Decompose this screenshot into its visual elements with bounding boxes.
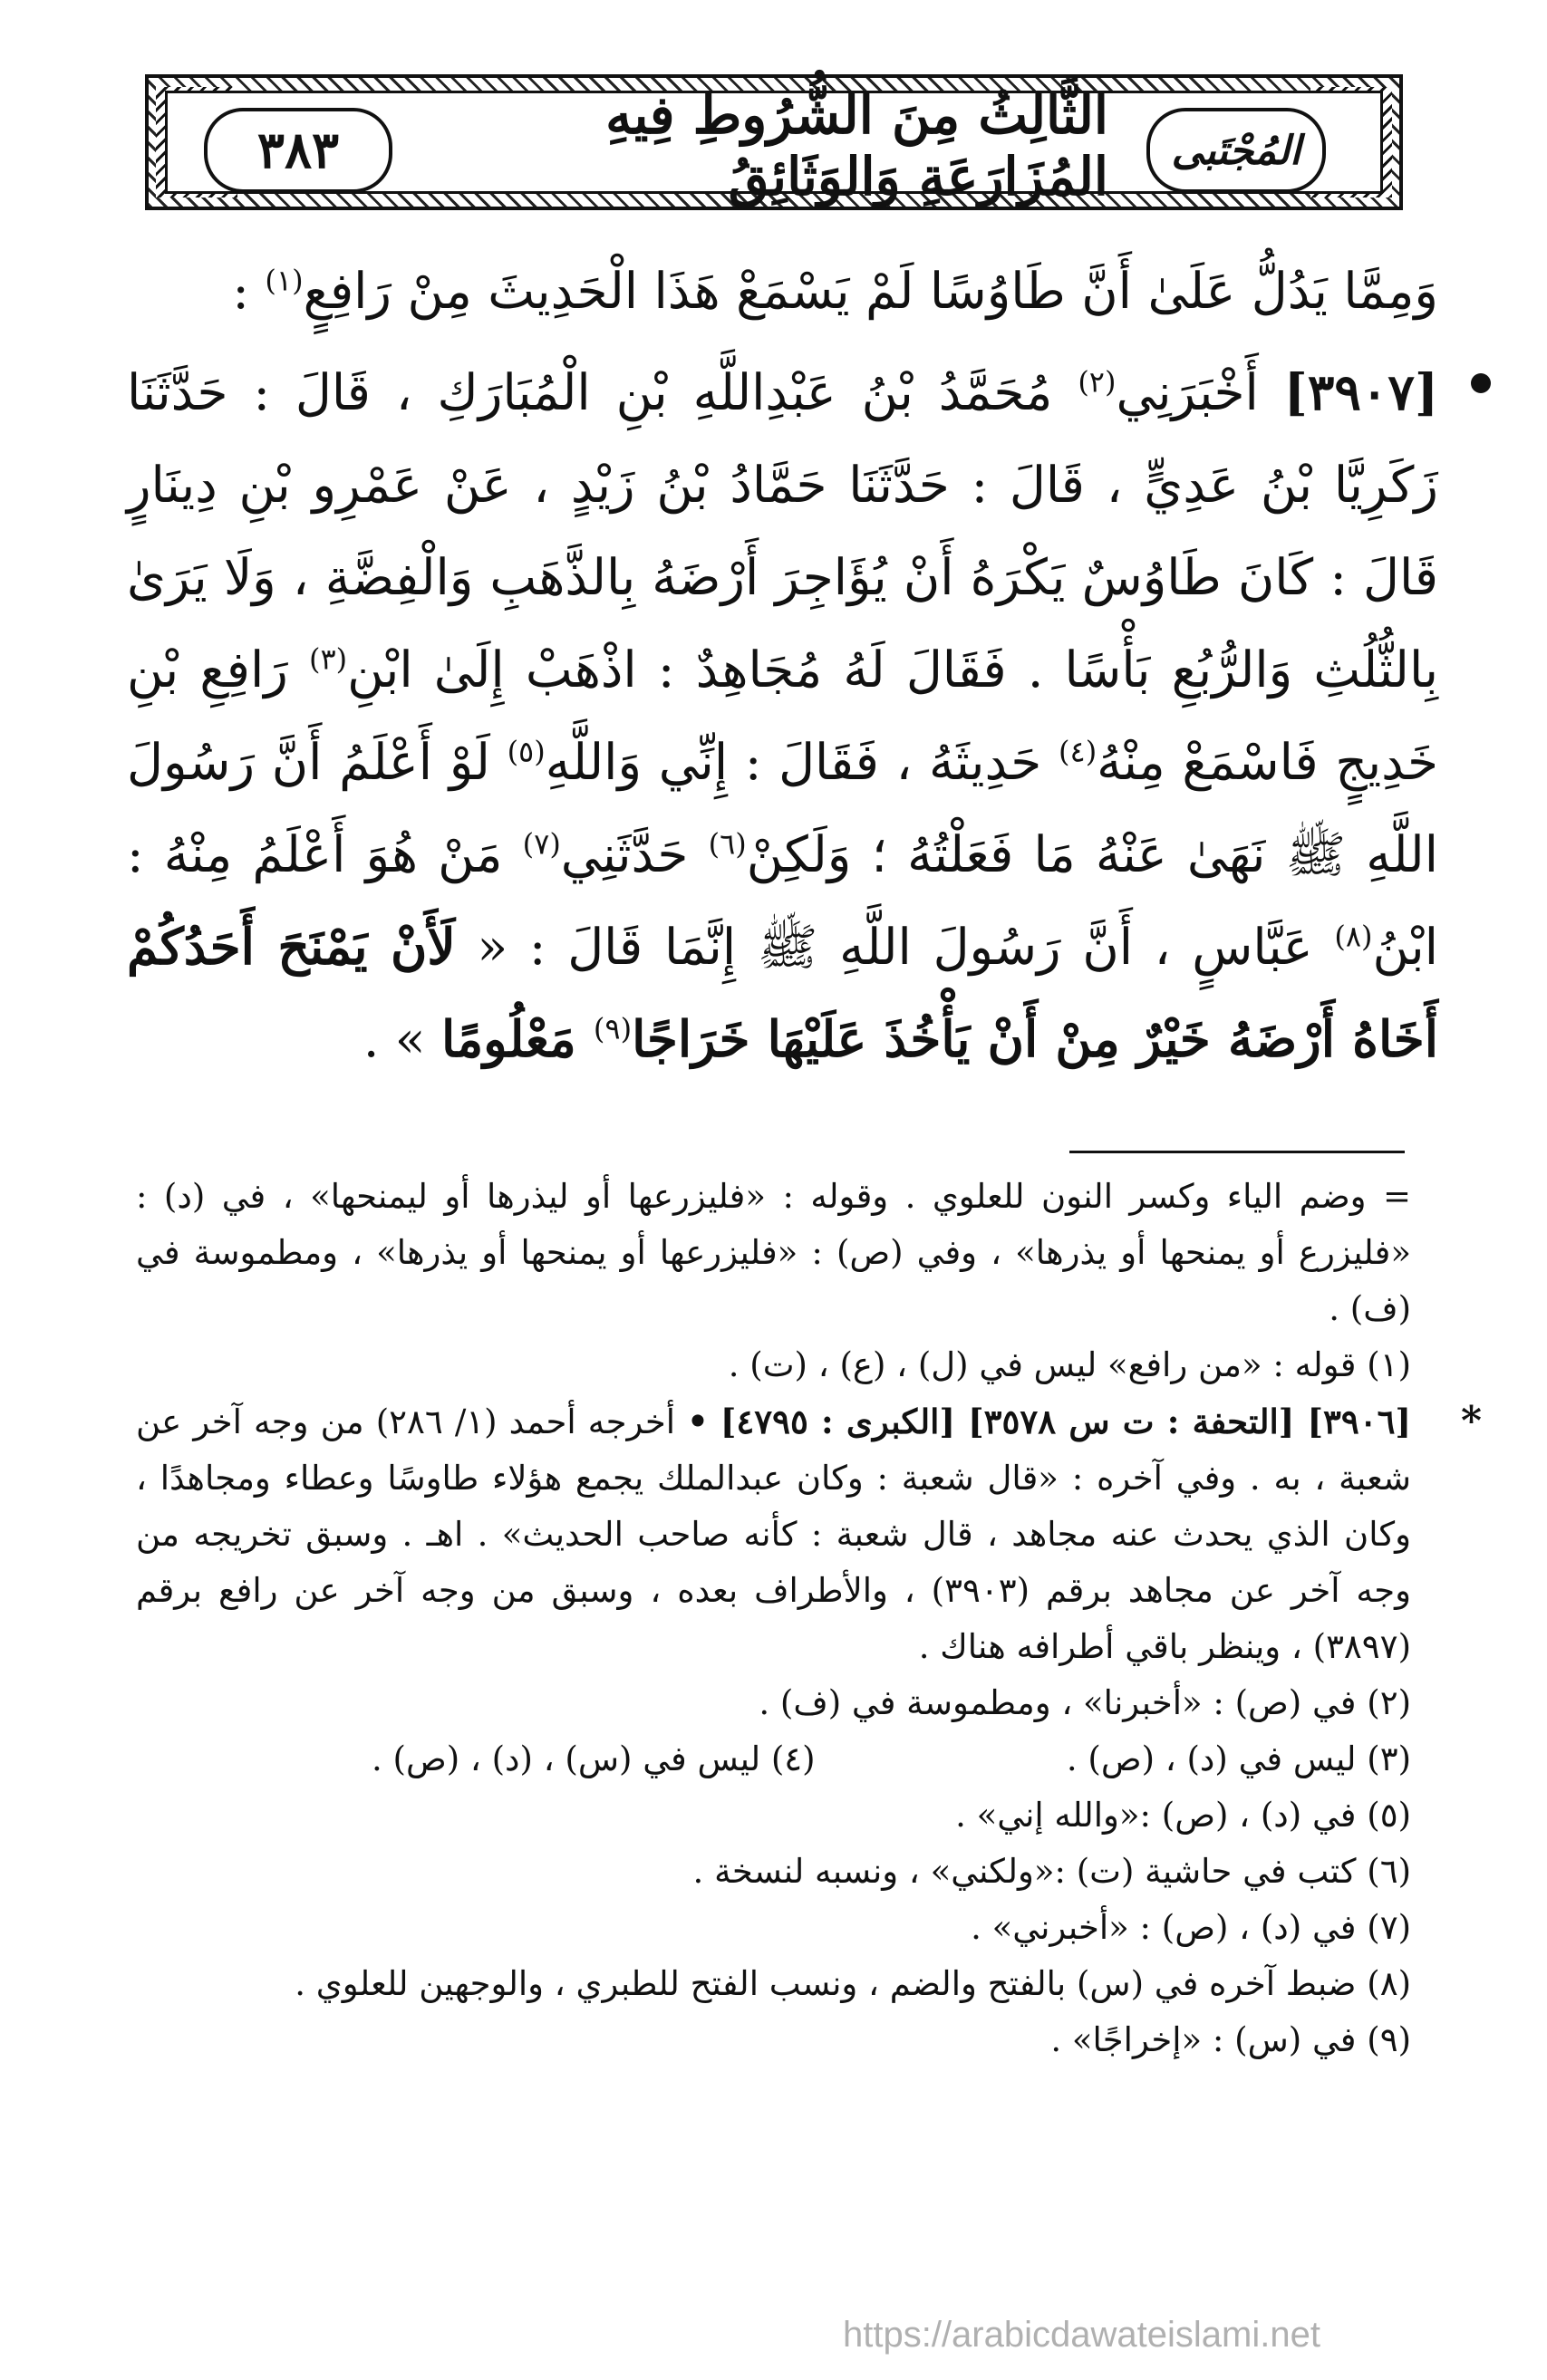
- footnote-2: (٢) في (ص) : «أخبرنا» ، ومطموسة في (ف) .: [759, 1683, 1411, 1722]
- hadith-text: حَدِيثَهُ ، فَقَالَ : إِنِّي وَاللَّهِ: [545, 733, 1059, 791]
- intro-text: وَمِمَّا يَدُلُّ عَلَىٰ أَنَّ طَاوُسًا لَمْ يَسْمَعْ هَذَا الْحَدِيثَ مِنْ رَافِعٍ: [303, 262, 1438, 320]
- bullet-icon: •: [687, 1402, 709, 1441]
- hadith-paragraph: [127, 346, 1438, 1085]
- page-header: [145, 74, 1403, 210]
- hadith-text: أَخْبَرَنِي: [1116, 363, 1284, 421]
- footnote-ref: (٣): [308, 641, 348, 677]
- watermark-url: https://arabicdawateislami.net: [843, 2315, 1320, 2355]
- main-text: [127, 245, 1438, 1085]
- matn-text: لَأَنْ يَمْنَحَ أَحَدُكُمْ أَخَاهُ أَرْضَهُ خَيْرٌ مِنْ أَنْ يَأْخُذَ عَلَيْهَا خَرَاجًا: [127, 917, 1438, 1068]
- footnote-separator: [1069, 1151, 1405, 1153]
- hadith-text: رَافِعِ بْنِ خَدِيجٍ فَاسْمَعْ مِنْهُ: [127, 641, 1438, 791]
- book-logo: المُجْتَبى: [1146, 108, 1326, 193]
- footnote-ref: (٩): [593, 1011, 633, 1046]
- footnote-ref: (٤): [1059, 734, 1097, 769]
- bullet-icon: [1471, 373, 1491, 393]
- hadith-number: [٣٩٠٧]: [1283, 362, 1439, 421]
- footnote-9: (٩) في (س) : «إخراجًا» .: [1050, 2020, 1411, 2059]
- header-frame: [165, 84, 1383, 207]
- footnote-4: (٤) ليس في (س) ، (د) ، (ص) .: [372, 1739, 816, 1778]
- footnote-ref: (٦): [708, 826, 747, 862]
- page-number: ٣٨٣: [204, 108, 392, 193]
- footnote-ref: (٢): [1078, 364, 1117, 400]
- footnote-7: (٧) في (د) ، (ص) : «أخبرني» .: [971, 1908, 1411, 1947]
- footnote-5: (٥) في (د) ، (ص) :«والله إني» .: [955, 1796, 1411, 1835]
- intro-line: [127, 245, 1438, 337]
- intro-end: :: [232, 262, 266, 320]
- footnote-3: (٣) ليس في (د) ، (ص) .: [1066, 1739, 1411, 1778]
- footnote-8: (٨) ضبط آخره في (س) بالفتح والضم ، ونسب الفتح للطبري ، والوجهين للعلوي .: [295, 1964, 1411, 2003]
- footnotes: [136, 1169, 1482, 2068]
- footnote-ref: (١): [265, 263, 304, 298]
- hadith-text: عَبَّاسٍ ، أَنَّ رَسُولَ اللَّهِ ﷺ إِنَّمَا قَالَ : «: [455, 918, 1335, 976]
- hadith-text: مُحَمَّدُ بْنُ عَبْدِاللَّهِ بْنِ الْمُبَارَكِ ، قَالَ : حَدَّثَنَا زَكَرِيَّا بْنُ عَدِيٍّ ، قَالَ : حَدَّثَنَا حَمَّادُ بْنُ زَيْدٍ ، عَنْ عَمْرِو بْنِ دِينَارٍ قَالَ : كَانَ طَاوُسٌ يَكْرَهُ أَنْ يُؤَاجِرَ أَرْضَهُ بِالذَّهَبِ وَالْفِضَّةِ ، وَلَا يَرَىٰ بِالثُّلُثِ وَالرُّبُعِ بَأْسًا . فَقَالَ لَهُ مُجَاهِدٌ : اذْهَبْ إِلَىٰ ابْنِ: [127, 363, 1439, 699]
- matn-text: مَعْلُومًا: [440, 1009, 594, 1068]
- footnote-6: (٦) كتب في حاشية (ت) :«ولكني» ، ونسبه لنسخة .: [692, 1852, 1411, 1891]
- running-title: الثَّالِثُ مِنَ الشُّرُوطِ فِيهِ المُزَارَعَةِ وَالوَثَائِقُ: [458, 104, 1108, 188]
- footnote-row: [136, 1731, 1438, 1787]
- footnote-continuation: = وضم الياء وكسر النون للعلوي . وقوله : «فليزرعها أو ليذرها أو ليمنحها» ، في (د) : «فليزرع أو يمنحها أو يذرها» ، وفي (ص) : «فليزرعها أو يمنحها أو يذرها» ، ومطموسة في (ف) .: [136, 1177, 1411, 1328]
- hadith-text: لَوْ أَعْلَمُ أَنَّ رَسُولَ اللَّهِ ﷺ نَهَىٰ عَنْهُ مَا فَعَلْتُهُ ؛ وَلَكِنْ: [127, 733, 1438, 883]
- hadith-text: » .: [363, 1010, 441, 1068]
- footnote-1: (١) قوله : «من رافع» ليس في (ل) ، (ع) ، (ت) .: [728, 1345, 1411, 1384]
- star-icon: *: [1460, 1398, 1482, 1444]
- takhrij-text: أخرجه أحمد (١/ ٢٨٦) من وجه آخر عن شعبة ، به . وفي آخره : «قال شعبة : وكان عبدالملك يجمع هؤلاء طاوسًا وعطاء ومجاهدًا ، وكان الذي يحدث عنه مجاهد ، قال شعبة : كأنه صاحب الحديث» . اهـ . وسبق تخريجه من وجه آخر عن مجاهد برقم (٣٩٠٣) ، والأطراف بعده ، وسبق من وجه آخر عن رافع برقم (٣٨٩٧) ، وينظر باقي أطرافه هناك .: [136, 1402, 1411, 1666]
- footnote-ref: (٨): [1334, 919, 1373, 954]
- takhrij-reference: [٣٩٠٦] [التحفة : ت س ٣٥٧٨] [الكبرى : ٤٧٩٥]: [720, 1402, 1411, 1441]
- footnote-ref: (٧): [522, 826, 561, 862]
- hadith-text: حَدَّثَنِي: [560, 825, 709, 883]
- takhrij-note: [136, 1393, 1482, 1675]
- footnote-ref: (٥): [507, 734, 546, 769]
- hadith-text: مَنْ هُوَ أَعْلَمُ مِنْهُ : ابْنُ: [127, 825, 1438, 976]
